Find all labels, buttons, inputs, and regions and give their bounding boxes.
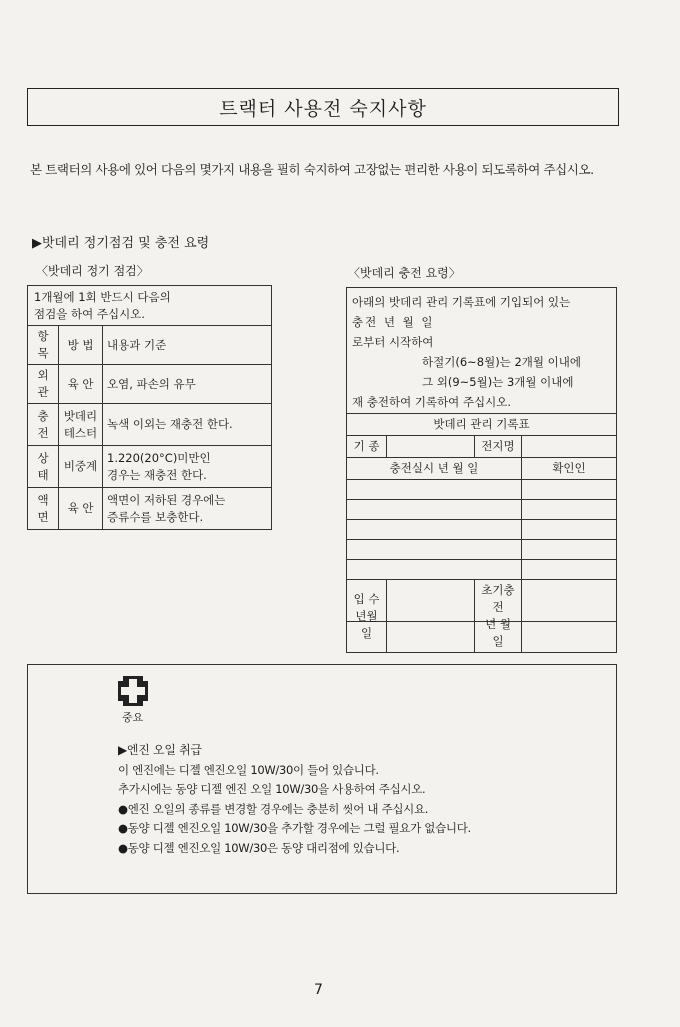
intro-text: 본 트랙터의 사용에 있어 다음의 몇가지 내용을 필히 숙지하여 고장없는 편리한 사용이 되도록하여 주십시오. bbox=[30, 162, 594, 177]
model-value-cell bbox=[387, 436, 475, 458]
table-row bbox=[28, 365, 272, 404]
inspection-table bbox=[27, 325, 272, 530]
table-row bbox=[28, 404, 272, 446]
table-header-cell: 항목 bbox=[28, 326, 59, 365]
record-blank-row bbox=[347, 500, 617, 520]
record-header-row bbox=[347, 458, 617, 480]
important-label: 중요 bbox=[122, 711, 144, 724]
row-criteria: 1.220(20°C)미만인 경우는 재충전 한다. bbox=[103, 446, 272, 488]
receipt-date-label: 입 수 년월일 bbox=[347, 580, 387, 653]
important-cross-icon bbox=[117, 675, 149, 707]
charging-instructions bbox=[347, 288, 616, 412]
important-line: 이 엔진에는 디젤 엔진오일 10W/30이 들어 있습니다. bbox=[118, 762, 379, 777]
instruction-line: 충전 년 월 일 bbox=[352, 315, 435, 329]
table-header-cell: 방 법 bbox=[59, 326, 103, 365]
instruction-line: 그 외(9~5월)는 3개월 이내에 bbox=[422, 375, 574, 389]
row-method: 육 안 bbox=[59, 365, 103, 404]
row-criteria: 오염, 파손의 유무 bbox=[103, 365, 272, 404]
battery-section-heading: ▶밧데리 정기점검 및 충전 요령 bbox=[32, 236, 210, 251]
charging-panel bbox=[346, 287, 617, 648]
receipt-date-cell bbox=[387, 580, 475, 653]
instruction-line: 재 충전하여 기록하여 주십시오. bbox=[352, 395, 512, 409]
important-line: ●동양 디젤 엔진오일 10W/30은 동양 대리점에 있습니다. bbox=[118, 840, 400, 855]
row-item: 상태 bbox=[28, 446, 59, 488]
row-criteria: 녹색 이외는 재충전 한다. bbox=[103, 404, 272, 446]
row-method: 비중계 bbox=[59, 446, 103, 488]
inspection-subtitle: 〈밧데리 정기 점검〉 bbox=[36, 264, 149, 278]
inspection-note bbox=[28, 286, 271, 325]
table-row bbox=[28, 488, 272, 530]
date-col-header: 충전실시 년 월 일 bbox=[347, 458, 522, 480]
battery-name-cell bbox=[522, 436, 617, 458]
page-title-text: 트랙터 사용전 숙지사항 bbox=[219, 97, 427, 120]
model-label: 기 종 bbox=[347, 436, 387, 458]
battery-name-label: 전지명 bbox=[475, 436, 522, 458]
instruction-line: 하절기(6~8월)는 2개월 이내에 bbox=[422, 355, 581, 369]
important-line: ●동양 디젤 엔진오일 10W/30을 추가할 경우에는 그럴 필요가 없습니다. bbox=[118, 821, 471, 835]
record-blank-row bbox=[347, 540, 617, 560]
important-content bbox=[118, 741, 471, 858]
record-blank-row bbox=[347, 560, 617, 580]
confirm-col-header: 확인인 bbox=[522, 458, 617, 480]
row-item: 외관 bbox=[28, 365, 59, 404]
record-blank-row bbox=[347, 520, 617, 540]
record-title-row bbox=[347, 414, 617, 436]
charging-subtitle: 〈밧데리 충전 요령〉 bbox=[348, 266, 461, 280]
important-line: 추가시에는 동양 디젤 엔진 오일 10W/30을 사용하여 주십시오. bbox=[118, 782, 426, 796]
important-line: ●엔진 오일의 종류를 변경할 경우에는 충분히 씻어 내 주십시요. bbox=[118, 801, 429, 816]
row-method: 밧데리 테스터 bbox=[59, 404, 103, 446]
initial-charge-cell bbox=[522, 580, 617, 653]
table-row bbox=[28, 446, 272, 488]
record-model-row bbox=[347, 436, 617, 458]
important-heading: ▶엔진 오일 취급 bbox=[118, 743, 202, 757]
inspection-note-line: 1개월에 1회 반드시 다음의 bbox=[34, 290, 171, 304]
initial-charge-label: 초기충전 년 월 일 bbox=[475, 580, 522, 653]
page-number: 7 bbox=[314, 982, 323, 998]
row-item: 액면 bbox=[28, 488, 59, 530]
table-header-row bbox=[28, 326, 272, 365]
instruction-line: 로부터 시작하여 bbox=[352, 335, 434, 349]
row-item: 충전 bbox=[28, 404, 59, 446]
instruction-line: 아래의 밧데리 관리 기록표에 기입되어 있는 bbox=[352, 295, 571, 309]
important-box bbox=[27, 664, 617, 894]
record-blank-row bbox=[347, 480, 617, 500]
inspection-panel bbox=[27, 285, 272, 530]
inspection-note-line: 점검을 하여 주십시오. bbox=[34, 307, 145, 321]
record-footer-row bbox=[347, 580, 617, 653]
page-title bbox=[27, 88, 619, 126]
record-title: 밧데리 관리 기록표 bbox=[347, 414, 617, 436]
battery-record-table bbox=[346, 413, 617, 653]
row-method: 육 안 bbox=[59, 488, 103, 530]
table-header-cell: 내용과 기준 bbox=[103, 326, 272, 365]
row-criteria: 액면이 저하된 경우에는 증류수를 보충한다. bbox=[103, 488, 272, 530]
